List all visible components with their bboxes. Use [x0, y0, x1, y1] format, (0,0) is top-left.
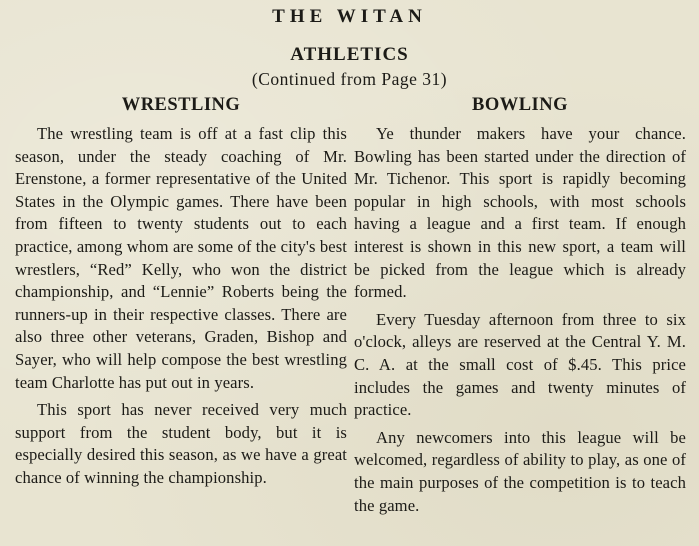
- wrestling-paragraph: The wrestling team is off at a fast clip this season, under the steady coaching of Mr. Erenstone, a former representative of the United States in the Olympic games. There have been from fifteen to twenty students out to each practice, among whom are some of the city's best wrestlers, “Red” Kelly, who won the district championship, and “Lennie” Roberts being the runners-up in their respective classes. There are also three other veterans, Graden, Bishop and Sayer, who will help compose the best wrestling team Charlotte has put out in years.: [15, 124, 347, 392]
- bowling-heading: BOWLING: [471, 95, 569, 115]
- wrestling-column: [15, 95, 347, 495]
- bowling-paragraph: Every Tuesday afternoon from three to six o'clock, alleys are reserved at the Central Y. M. C. A. at the small cost of $.45. This price includes the games and twenty minutes of practice.: [354, 309, 686, 420]
- bowling-paragraph: Ye thunder makers have your chance. Bowling has been started under the direction of Mr. Tichenor. This sport is rapidly becoming popular in high schools, with most schools having a league and a first team. If enough interest is shown in this new sport, a team will be picked from the league which is already formed.: [354, 124, 686, 302]
- bowling-paragraph: Any newcomers into this league will be welcomed, regardless of ability to play, as one of the main purposes of the competition is to teach the game.: [354, 427, 686, 515]
- wrestling-paragraph: This sport has never received very much support from the student body, but it is especially desired this season, as we have a great chance of winning the championship.: [15, 400, 347, 487]
- continued-note: (Continued from Page 31): [251, 69, 448, 89]
- section-title: ATHLETICS: [290, 44, 409, 65]
- masthead: THE WITAN: [272, 6, 427, 27]
- wrestling-heading: WRESTLING: [121, 95, 241, 115]
- bowling-column: [354, 95, 686, 522]
